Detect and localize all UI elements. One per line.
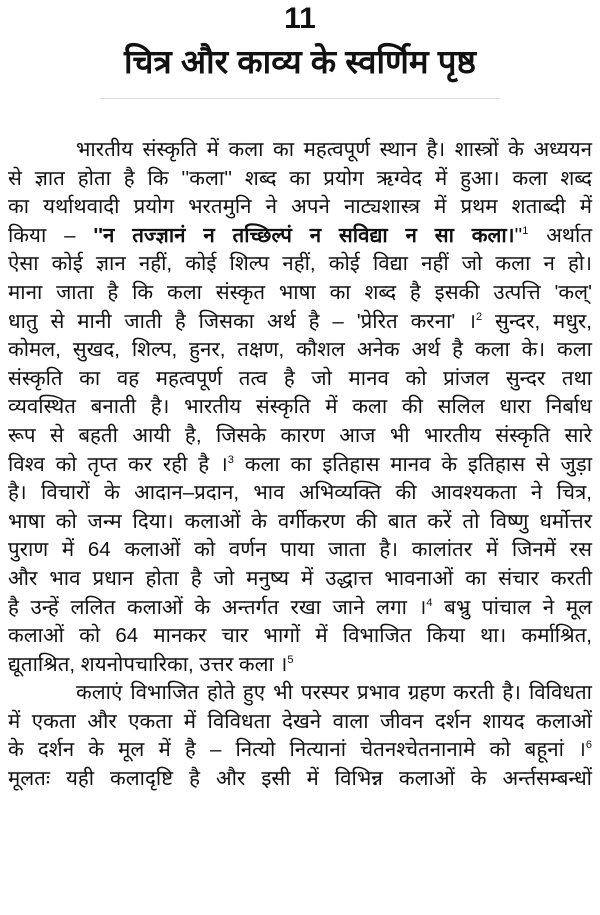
footnote-marker: 1 <box>522 224 529 237</box>
text-segment: संस्कृति का वह महत्वपूर्ण तत्व है जो मानव को प्रांजल सुन्दर तथा <box>8 366 592 390</box>
text-line <box>8 708 592 737</box>
footnote-marker: 6 <box>585 739 592 752</box>
text-line <box>8 508 592 537</box>
text-segment: मूलतः यही कलादृष्टि है और इसी में विभिन्न कलाओं के अर्न्तसम्बन्धों <box>8 767 592 791</box>
text-line <box>8 222 592 251</box>
text-segment: कलाओं को 64 मानकर चार भागों में विभाजित किया था। कर्माश्रित, <box>8 624 592 648</box>
text-segment: सुन्दर, मधुर, <box>482 309 593 333</box>
text-segment: कलाएं विभाजित होते हुए भी परस्पर प्रभाव ग्रहण करती है। विविधता <box>76 681 592 705</box>
text-segment: भाषा को जन्म दिया। कलाओं के वर्गीकरण की बात करें तो विष्णु धर्मोत्तर <box>8 509 592 533</box>
text-line <box>8 136 592 165</box>
text-line <box>8 279 592 308</box>
quote-bold: ''न तज्ज्ञानं न तच्छिल्पं न सविद्या न सा कला। <box>93 223 515 247</box>
text-segment: धातु से मानी जाती है जिसका अर्थ है – 'प्रेरित करना' । <box>8 309 476 333</box>
text-segment: के दर्शन के मूल में है – नित्यो नित्यानां चेतनश्चेतनानामे को बहूनां । <box>8 738 586 762</box>
text-segment: का यर्थाथवादी प्रयोग भरतमुनि ने अपने नाट्यशास्त्र में प्रथम शताब्दी में <box>8 195 592 219</box>
text-line <box>8 165 592 194</box>
text-segment: द्यूताश्रित, शयनोपचारिका, उत्तर कला । <box>8 652 288 676</box>
chapter-title: चित्र और काव्य के स्वर्णिम पृष्ठ <box>124 43 476 80</box>
footnote-marker: 3 <box>227 453 234 466</box>
text-line <box>8 536 592 565</box>
text-line <box>8 336 592 365</box>
text-line <box>8 250 592 279</box>
text-segment: कला का इतिहास मानव के इतिहास से जुड़ा <box>233 452 593 476</box>
text-segment: से ज्ञात होता है कि ''कला'' शब्द का प्रयोग ऋग्वेद में हुआ। कला शब्द <box>8 166 592 190</box>
text-segment: माना जाता है कि कला संस्कृत भाषा का शब्द है इसकी उत्पत्ति 'कल्' <box>8 280 592 304</box>
text-segment: रूप से बहती आयी है, जिसके कारण आज भी भारतीय संस्कृति सारे <box>8 423 592 447</box>
text-line <box>8 622 592 651</box>
divider <box>100 98 500 99</box>
text-line <box>8 736 592 765</box>
text-line <box>8 594 592 623</box>
text-segment: अर्थात <box>528 223 593 247</box>
text-line <box>8 565 592 594</box>
footnote-marker: 4 <box>426 596 433 609</box>
text-line <box>8 765 592 794</box>
text-segment: बभ्रु पांचाल ने मूल <box>432 595 592 619</box>
text-segment: है उन्हें ललित कलाओं के अन्तर्गत रखा जाने लगा । <box>8 595 427 619</box>
text-line <box>8 393 592 422</box>
text-segment: में एकता और एकता में विविधता देखने वाला जीवन दर्शन शायद कलाओं <box>8 709 592 733</box>
text-line <box>8 308 592 337</box>
text-line <box>8 679 592 708</box>
text-line <box>8 365 592 394</box>
footnote-marker: 5 <box>287 653 294 666</box>
text-segment: पुराण में 64 कलाओं को वर्णन पाया जाता है। कालांतर में जिनमें रस <box>8 538 592 562</box>
text-segment: भारतीय संस्कृति में कला का महत्वपूर्ण स्थान है। शास्त्रों के अध्ययन <box>76 138 592 161</box>
text-line <box>8 193 592 222</box>
text-segment: '' <box>514 223 523 247</box>
text-segment: व्यवस्थित बनाती है। भारतीय संस्कृति में कला की सलिल धारा निर्बाध <box>8 395 592 419</box>
text-segment: और भाव प्रधान होता है जो मनुष्य में उद्धात्त भावनाओं का संचार करती <box>8 566 592 590</box>
text-segment: कोमल, सुखद, शिल्प, हुनर, तक्षण, कौशल अनेक अर्थ है कला के। कला <box>8 338 592 362</box>
text-line <box>8 451 592 480</box>
text-segment: ऐसा कोई ज्ञान नहीं, कोई शिल्प नहीं, कोई विद्या नहीं जो कला न हो। <box>8 252 592 276</box>
text-segment: विश्व को तृप्त कर रही है । <box>8 452 228 476</box>
chapter-number: 11 <box>284 2 316 35</box>
text-segment: है। विचारों के आदान–प्रदान, भाव अभिव्यक्ति की आवश्यकता ने चित्र, <box>8 481 592 505</box>
text-line <box>8 479 592 508</box>
text-line <box>8 422 592 451</box>
text-line <box>8 651 592 680</box>
text-segment: किया – <box>8 223 94 247</box>
body-text <box>8 136 592 794</box>
footnote-marker: 2 <box>475 310 483 323</box>
